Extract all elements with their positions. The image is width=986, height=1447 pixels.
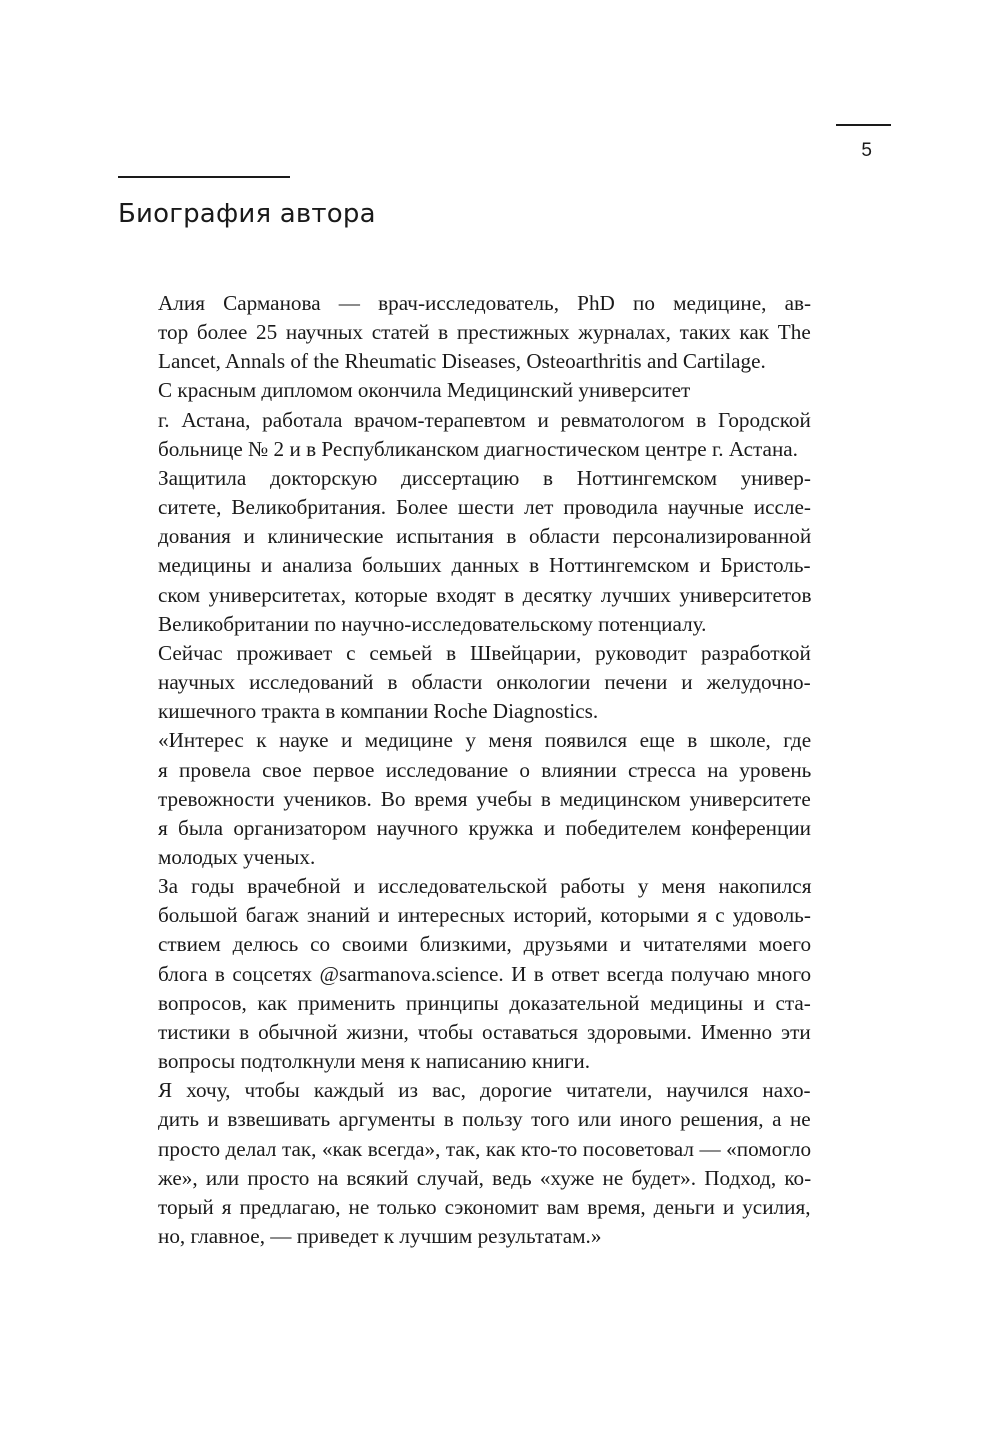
text-line: «Интерес к науке и медицине у меня появился еще в школе, где	[158, 728, 812, 753]
text-line: я провела свое первое исследование о влиянии стресса на уровень	[158, 757, 812, 782]
text-line: дования и клинические испытания в области персонализированной	[158, 524, 812, 549]
paragraph	[118, 726, 811, 872]
text-line: Lancet, Annals of the Rheumatic Diseases, Osteoarthritis and Cartilage.	[158, 349, 766, 374]
text-line: вопросы подтолкнули меня к написанию книги.	[158, 1049, 591, 1074]
chapter-title-rule	[118, 176, 290, 178]
text-line: Защитила докторскую диссертацию в Ноттингемском универ-	[158, 465, 811, 490]
paragraph	[118, 464, 811, 639]
text-line: ствием делюсь со своими близкими, друзьями и читателями моего	[158, 932, 812, 957]
text-line: Алия Сарманова — врач-исследователь, PhD по медицине, ав-	[158, 291, 812, 315]
text-line: торый я предлагаю, не только сэкономит вам время, деньги и усилия,	[158, 1194, 811, 1219]
text-line: больнице № 2 и в Республиканском диагностическом центре г. Астана.	[158, 436, 798, 461]
text-line: но, главное, — приведет к лучшим результатам.»	[158, 1224, 602, 1248]
paragraph	[118, 1076, 811, 1251]
page-number: 5	[861, 140, 872, 161]
text-line: Сейчас проживает с семьей в Швейцарии, руководит разработкой	[158, 640, 811, 665]
text-line: кишечного тракта в компании Roche Diagnostics.	[158, 699, 599, 724]
paragraph	[118, 639, 811, 726]
text-line: просто делал так, «как всегда», так, как кто-то посоветовал — «помогло	[158, 1136, 812, 1161]
paragraph	[118, 872, 811, 1076]
text-line: научных исследований в области онкологии печени и желудочно-	[158, 670, 811, 695]
text-line: г. Астана, работала врачом-терапевтом и ревматологом в Городской	[158, 407, 811, 432]
paragraph	[118, 289, 811, 376]
text-line: я была организатором научного кружка и победителем конференции	[158, 815, 812, 840]
text-line: Я хочу, чтобы каждый из вас, дорогие читатели, научился нахо-	[158, 1078, 811, 1103]
text-line: большой багаж знаний и интересных историй, которыми я с удоволь-	[158, 903, 811, 928]
text-line: вопросов, как применить принципы доказательной медицины и ста-	[158, 990, 811, 1015]
chapter-title: Биография автора	[118, 199, 376, 229]
page-number-rule	[836, 124, 891, 126]
text-line: С красным дипломом окончила Медицинский университет	[158, 378, 691, 403]
text-line: молодых ученых.	[158, 844, 316, 869]
text-line: же», или просто на всякий случай, ведь «хуже не будет». Подход, ко-	[158, 1165, 812, 1190]
text-line: ском университетах, которые входят в десятку лучших университетов	[158, 582, 812, 607]
text-line: блога в соцсетях @sarmanova.science. И в ответ всегда получаю много	[158, 961, 812, 986]
text-line: тистики в обычной жизни, чтобы оставаться здоровыми. Именно эти	[158, 1019, 811, 1044]
paragraph	[118, 376, 811, 463]
text-line: тор более 25 научных статей в престижных журналах, таких как The	[158, 320, 811, 345]
text-line: тревожности учеников. Во время учебы в медицинском университете	[158, 786, 811, 811]
text-line: За годы врачебной и исследовательской работы у меня накопился	[158, 874, 812, 899]
text-line: ситете, Великобритания. Более шести лет проводила научные иссле-	[158, 495, 811, 520]
text-line: дить и взвешивать аргументы в пользу того или иного решения, а не	[158, 1107, 811, 1132]
text-line: Великобритании по научно-исследовательскому потенциалу.	[158, 611, 707, 636]
text-line: медицины и анализа больших данных в Ноттингемском и Бристоль-	[158, 553, 811, 578]
body-text	[118, 289, 811, 1251]
